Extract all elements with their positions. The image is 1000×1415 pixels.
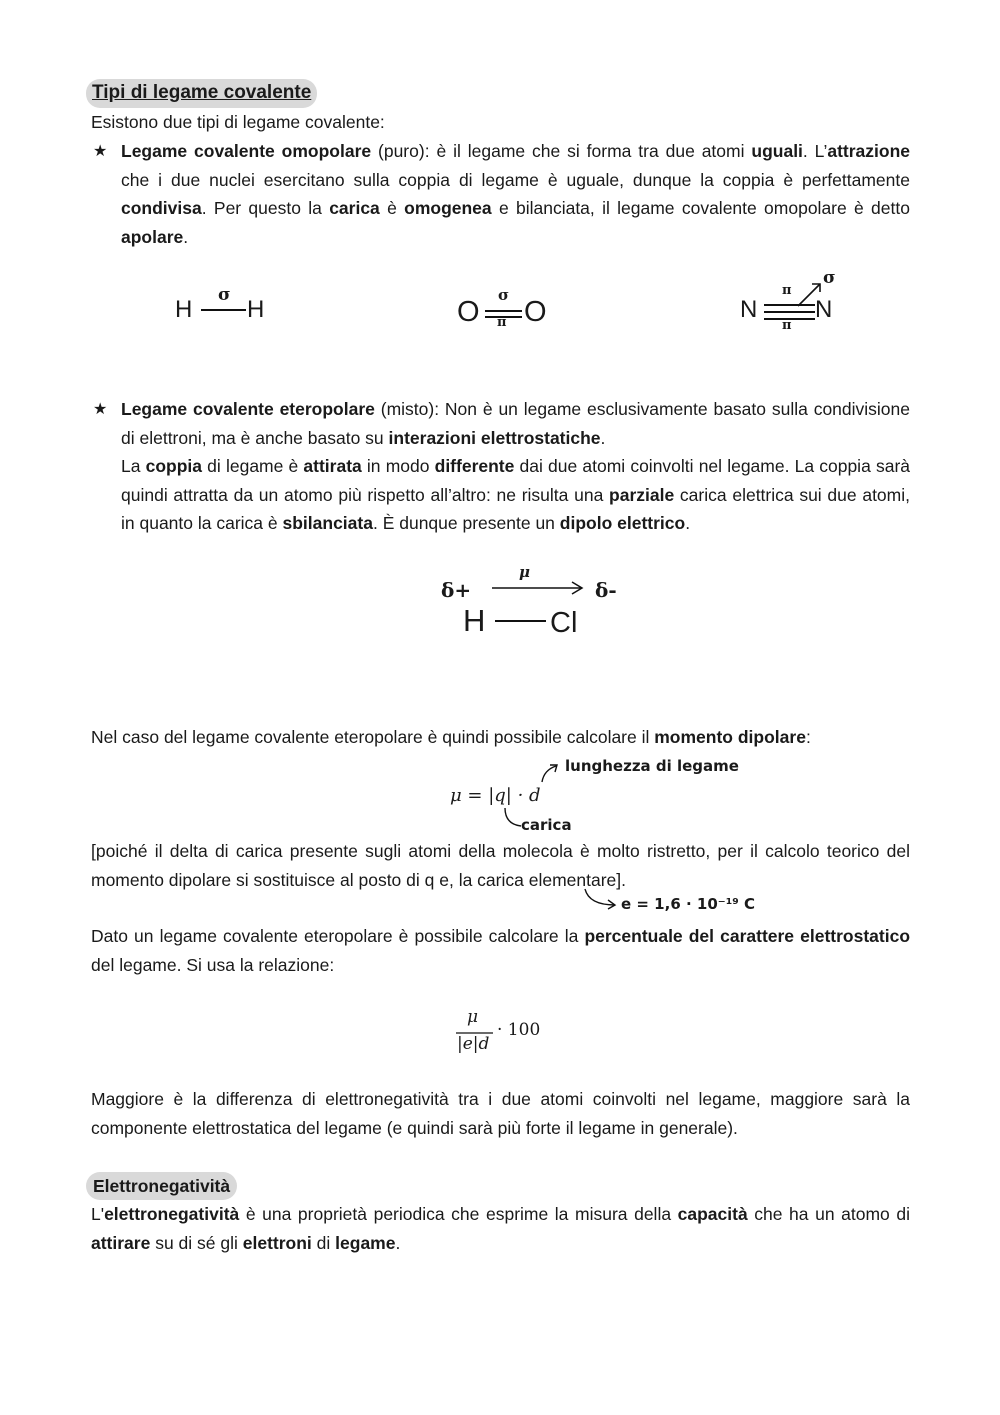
section-heading-covalent-types — [86, 79, 317, 108]
text-span: . — [183, 226, 189, 247]
atom-h: H — [463, 603, 486, 638]
text-span: . Per questo la — [201, 198, 330, 219]
atom-o-right: O — [524, 296, 547, 328]
star-bullet-icon: ★ — [93, 401, 108, 418]
text-span: La — [121, 456, 146, 476]
bold-span: carica — [329, 198, 380, 219]
annotation-arrow-d — [538, 762, 562, 784]
text-span: è una proprietà periodica che esprime la misura della — [239, 1204, 678, 1224]
text-span: di — [311, 1232, 336, 1253]
star-bullet-icon: ★ — [93, 143, 108, 160]
intro-text: Esistono due tipi di legame covalente: — [91, 112, 385, 132]
text-span: (misto): Non è un legame esclusivamente basato sulla condivisione di elettroni, ma è anche basato su — [121, 399, 911, 448]
pi-label-bottom: π — [782, 318, 792, 333]
text-span: e bilanciata, il legame covalente omopolare è detto — [491, 198, 910, 219]
bold-span: sbilanciata — [282, 513, 373, 534]
bold-span: apolare — [121, 226, 184, 247]
bold-span: uguali — [751, 141, 803, 161]
bold-span: coppia — [145, 456, 203, 476]
bold-span: momento dipolare — [654, 727, 806, 747]
annotation-carica: carica — [521, 816, 572, 834]
text-span: dai due atomi coinvolti nel legame. La coppia sarà quindi attratta da un atomo più rispetto all’altro: ne risulta una — [121, 456, 911, 505]
bold-span: differente — [434, 456, 515, 476]
atom-n-right: N — [815, 296, 833, 323]
delta-minus-label: δ- — [595, 578, 617, 602]
mu-label: μ — [519, 563, 530, 581]
annotation-arrow-e — [583, 887, 619, 911]
paragraph-eteropolare — [121, 395, 910, 452]
bold-span: capacità — [677, 1204, 748, 1224]
bond-single-h2 — [200, 306, 248, 314]
bold-span: legame — [335, 1232, 396, 1253]
paragraph-omopolare — [121, 137, 910, 251]
sigma-label: σ — [498, 286, 510, 304]
text-span: . — [395, 1232, 401, 1253]
sigma-label: σ — [823, 268, 836, 288]
text-span: è — [379, 198, 405, 219]
text-span: Nel caso del legame covalente eteropolare è quindi possibile calcolare il — [91, 727, 655, 747]
section-heading-elettronegativita — [86, 1172, 237, 1200]
text-span: carica elettrica sui due atomi, in quanto la carica è — [121, 484, 910, 534]
text-span: di legame è — [202, 456, 304, 476]
fraction-numerator: μ — [467, 1007, 479, 1027]
section-title: Tipi di legame covalente — [92, 82, 312, 103]
pi-label-top: π — [782, 283, 792, 298]
paragraph-bracket: [poiché il delta di carica presente sugli atomi della molecola è molto ristretto, per il calcolo teorico del momento dipolare si sostituisce al posto di q e, la carica elementare]. — [91, 841, 910, 890]
annotation-lunghezza: lunghezza di legame — [565, 757, 739, 775]
text-span: : — [805, 727, 811, 747]
bold-span: interazioni elettrostatiche — [388, 427, 601, 448]
atom-h-left: H — [175, 296, 193, 323]
annotation-e-value: e = 1,6 · 10⁻¹⁹ C — [621, 895, 756, 913]
text-span: L' — [91, 1204, 105, 1224]
text-span: . L’ — [802, 141, 828, 161]
text-span: in modo — [361, 456, 435, 476]
bold-span: attirata — [303, 456, 362, 476]
text-span: che i due nuclei esercitano sulla coppia di legame è uguale, dunque la coppia è perfettamente — [121, 169, 910, 190]
text-span: . — [600, 427, 606, 448]
pi-label: π — [497, 315, 507, 330]
paragraph-percentuale — [91, 922, 910, 979]
text-span: su di sé gli — [150, 1232, 243, 1253]
bold-span: omogenea — [404, 198, 492, 219]
term-eteropolare: Legame covalente eteropolare — [121, 399, 375, 419]
dipole-intro — [91, 723, 811, 752]
delta-plus-label: δ+ — [441, 578, 472, 602]
bond-single-hcl — [494, 618, 548, 624]
section-title: Elettronegatività — [93, 1176, 231, 1196]
text-span: Dato un legame covalente eteropolare è possibile calcolare la — [91, 926, 585, 946]
sigma-label: σ — [218, 285, 231, 305]
dipole-arrow — [490, 580, 586, 596]
paragraph-conclusion: Maggiore è la differenza di elettronegatività tra i due atomi coinvolti nel legame, maggiore sarà la componente elettrostatica del legame (e quindi sarà più forte il legame in generale). — [91, 1089, 910, 1138]
text-span: del legame. Si usa la relazione: — [91, 954, 335, 975]
atom-o-left: O — [457, 296, 480, 328]
text-span: (puro): è il legame che si forma tra due atomi — [371, 141, 752, 161]
term-omopolare: Legame covalente omopolare — [121, 141, 372, 161]
paragraph-elettronegativita — [91, 1200, 910, 1257]
bold-span: elettroni — [242, 1232, 312, 1253]
bold-span: attirare — [91, 1232, 151, 1253]
dipole-formula: μ = |q| · d — [450, 785, 541, 806]
atom-cl: Cl — [550, 607, 578, 639]
text-span: . È dunque presente un — [372, 513, 560, 534]
atom-n-left: N — [740, 296, 758, 323]
atom-h-right: H — [247, 296, 265, 323]
bold-span: condivisa — [121, 198, 202, 219]
bold-span: parziale — [609, 484, 675, 505]
bold-span: dipolo elettrico — [559, 513, 686, 534]
text-span: che ha un atomo di — [747, 1204, 910, 1224]
text-span: . — [685, 513, 691, 534]
bold-span: elettronegatività — [104, 1204, 240, 1224]
paragraph-coppia — [121, 452, 910, 538]
bold-span: percentuale del carattere elettrostatico — [584, 926, 911, 946]
fraction-multiplier: · 100 — [497, 1020, 541, 1040]
fraction-denominator: |e|d — [457, 1034, 490, 1054]
bold-span: attrazione — [827, 141, 910, 161]
